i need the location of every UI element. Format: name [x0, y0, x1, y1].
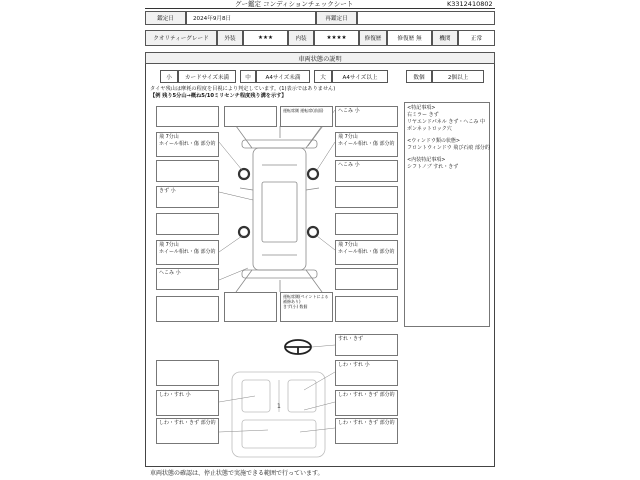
- special-notes-title: <特記事項>: [407, 105, 436, 111]
- exterior-note-right-upper1: 飛 7分山 ホイール相れ・傷 部分的: [338, 134, 395, 147]
- quality-grade-label: クオリティーグレード: [145, 30, 217, 46]
- interior-note-left-seat1: しわ・すれ 小: [159, 392, 191, 398]
- interior-note-rear-right: しわ・すれ・きず 部分的: [338, 420, 395, 426]
- legend-medium: 中: [240, 70, 256, 83]
- interior-note-right-seat2: しわ・すれ・きず 部分的: [338, 392, 395, 398]
- legend-medium-desc: A4サイズ未満: [256, 70, 310, 83]
- interior-stars: ★★★★: [314, 30, 359, 46]
- legend-count-desc: 2個以上: [432, 70, 484, 83]
- legend-small-desc: カードサイズ未満: [178, 70, 236, 83]
- sheet-title: グー鑑定 コンディションチェックシート: [235, 0, 354, 8]
- exterior-note-left-mid: きず 小: [159, 188, 176, 194]
- exterior-note-right-upper2: へこみ 小: [338, 162, 360, 168]
- interior-note-1: シフトノブ すれ・きず: [407, 164, 459, 170]
- legend-large-desc: A4サイズ以上: [332, 70, 388, 83]
- exterior-stars: ★★★: [243, 30, 288, 46]
- appraisal-date-label: 鑑定日: [145, 11, 186, 25]
- interior-box-left-3: [156, 418, 219, 444]
- interior-box-left-2: [156, 390, 219, 416]
- exterior-note-left-bottom: へこみ 小: [159, 270, 181, 276]
- tire-note: タイヤ残山は摩耗の程度を目視により判定しています。(1)表示ではありません): [150, 86, 336, 92]
- appraisal-date-value: 2024年9月8日: [186, 11, 316, 25]
- reappraisal-date-label: 再鑑定日: [316, 11, 357, 25]
- interior-cabin-outline: [232, 372, 325, 457]
- interior-box-right-2: [335, 360, 398, 386]
- exterior-label: 外装: [217, 30, 243, 46]
- interior-note-steering: すれ・きず: [338, 336, 364, 342]
- interior-box-right-3: [335, 390, 398, 416]
- exterior-note-right-lower: 飛 7分山 ホイール相れ・傷 部分的: [338, 242, 395, 255]
- interior-box-left-1: [156, 360, 219, 386]
- exterior-note-left-upper: 飛 7分山 ホイール相れ・傷 部分的: [159, 134, 216, 147]
- exterior-note-left-lower: 飛 7分山 ホイール相れ・傷 部分的: [159, 242, 216, 255]
- interior-note-right-seat: しわ・すれ 小: [338, 362, 370, 368]
- interior-box-right-4: [335, 418, 398, 444]
- repair-history-label: 修復歴: [359, 30, 387, 46]
- exterior-note-front-bottom: 運転席側(ペイントによる補修あり) きず(小) 数個: [283, 294, 329, 310]
- interior-note-left-seat2: しわ・すれ・きず 部分的: [159, 420, 216, 426]
- engine-label: 機関: [432, 30, 458, 46]
- legend-large: 大: [314, 70, 332, 83]
- interior-notes-title: <内装特記事項>: [407, 157, 446, 163]
- interior-label: 内装: [288, 30, 314, 46]
- footer-note: 車両状態の確認は、停止状態で実施できる範囲で行っています。: [150, 470, 324, 477]
- window-notes-title: <ウィンドウ類の状態>: [407, 138, 461, 144]
- special-note-3: ボンネットロック穴: [407, 126, 452, 132]
- section-title: 車両状態の説明: [145, 52, 495, 64]
- repair-history-value: 修復歴 無: [387, 30, 432, 46]
- exterior-note-right-top: へこみ 小: [338, 108, 360, 114]
- window-note-1: フロントウィンドウ 飛び石痕 部分的: [407, 145, 490, 151]
- document-id: K3312410802: [447, 0, 493, 8]
- engine-value: 正常: [458, 30, 495, 46]
- interior-box-right-1: [335, 334, 398, 356]
- legend-small: 小: [160, 70, 178, 83]
- special-note-1: 右ミラー きず: [407, 112, 439, 118]
- tire-example: 【例 残り5分山→概ね5/10ミリセンチ程度残り溝を示す】: [150, 93, 287, 99]
- svg-text:1: 1: [277, 403, 281, 410]
- special-note-2: リヤエンドパネル きず・へこみ 中: [407, 119, 485, 125]
- legend-count: 数個: [406, 70, 432, 83]
- exterior-note-rear-top: 運転席側 運転席(前面): [283, 108, 324, 113]
